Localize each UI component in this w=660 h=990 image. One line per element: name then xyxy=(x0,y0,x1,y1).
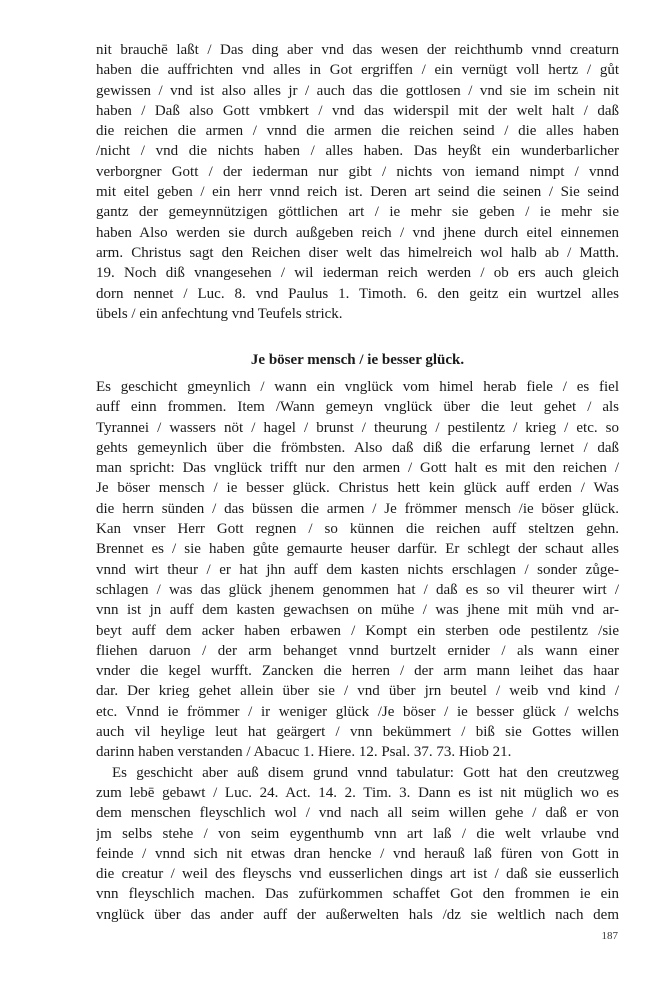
text-line: dem menschen fleyschlich wol / vnd nach all seim willen gehe / daß er von xyxy=(96,805,619,822)
text-line: haben die auffrichten vnd alles in Got ergriffen / ein vernügt voll hertz / gůt xyxy=(96,62,619,79)
text-line: die reichen die armen / vnnd die armen die reichen seind / die alles haben xyxy=(96,123,619,140)
text-line: jm selbs stehe / von seim eygenthumb vnn art laß / die welt vrlaube vnd xyxy=(96,825,619,842)
page-number: 187 xyxy=(601,930,618,942)
text-line: haben / Daß also Gott vmbkert / vnd das widerspil mit der welt halt / daß xyxy=(96,102,619,119)
text-line: übels / ein anfechtung vnd Teufels strick. xyxy=(96,305,343,322)
text-line: haben Also werden sie durch außgeben reich / vnd jhene durch eitel einnemen xyxy=(96,224,619,241)
text-line: auch vil heylige leut hat geärgert / vnn bekümmert / biß sie Gottes willen xyxy=(96,724,619,741)
paragraph-misfortune xyxy=(96,377,619,925)
text-line: die herrn sünden / das büssen die armen / Je frömmer mensch /ie böser glück. xyxy=(96,500,619,517)
text-line: Brennet es / sie haben gůte gemaurte heuser darfür. Er schlegt der schaut alles xyxy=(96,541,619,558)
text-line: dar. Der krieg gehet allein über sie / vnd über jrn beutel / weib vnd kind / xyxy=(96,683,619,700)
text-line: vnglück über das ander auff der außerwelten hals /dz sie weltlich nach dem xyxy=(96,906,619,923)
text-line: verborgner Gott / der iederman nur gibt / nichts von iemand nimpt / vnnd xyxy=(96,163,619,180)
text-line: 19. Noch diß vnangesehen / wil iederman reich werden / ob ers auch gleich xyxy=(96,265,619,282)
text-line: mit eitel geben / ein herr vnnd reich ist. Deren art seind die seinen / Sie seind xyxy=(96,184,619,201)
text-line: schlagen / was das glück jhenem genommen hat / daß es so vil theurer wirt / xyxy=(96,581,619,598)
section-heading: Je böser mensch / ie besser glück. xyxy=(250,352,465,368)
text-line: Kan vnser Herr Gott regnen / so künnen die reichen auff steltzen gehn. xyxy=(96,521,619,538)
text-line: vnn ist jn auff dem kasten gewachsen on mühe / was jhene mit müh vnd ar- xyxy=(96,602,619,619)
text-line: zum lebē gebawt / Luc. 24. Act. 14. 2. Tim. 3. Dann es ist nit müglich wo es xyxy=(96,784,619,801)
text-line: beyt auff dem acker haben erbawen / Kompt ein sterben ode pestilentz /sie xyxy=(96,622,619,639)
paragraph-riches xyxy=(96,40,619,324)
text-line: gantz der gemeynnützigen göttlichen art / ie mehr sie geben / ie mehr sie xyxy=(96,204,619,221)
text-line: Es geschicht aber auß disem grund vnnd tabulatur: Gott hat den creutzweg xyxy=(112,764,619,781)
text-line: die creatur / weil des fleyschs vnd eusserlichen dings art ist / daß sie eusserlich xyxy=(96,866,619,883)
text-line: man spricht: Das vnglück trifft nur den armen / Gott halt es mit den reichen / xyxy=(96,460,619,477)
text-line: vnnd wirt theur / er hat jhn auff dem kasten nichts erschlagen / sonder zůge- xyxy=(96,561,619,578)
text-line: Je böser mensch / ie besser glück. Christus hett kein glück auff erden / Was xyxy=(96,480,619,497)
text-line: feinde / vnnd sich nit etwas dran hencke / vnd herauß laß füren von Gott in xyxy=(96,845,619,862)
text-line: arm. Christus sagt den Reichen diser welt das himelreich wol halb ab / Matth. xyxy=(96,244,619,261)
text-line: etc. Vnnd ie frömmer / ir weniger glück /Je böser / ie besser glück / welchs xyxy=(96,703,619,720)
text-line: auff einn frommen. Item /Wann gemeyn vnglück über die leut gehet / als xyxy=(96,399,619,416)
text-line: vnder die kegel wurfft. Zancken die herren / der arm mann leihet das haar xyxy=(96,663,619,680)
text-line: fliehen daruon / der arm behanget vnnd burtzelt ernider / als wann einer xyxy=(96,642,619,659)
text-line: gehts gemeynlich über die frömbsten. Also daß diß die erfarung lernet / daß xyxy=(96,439,619,456)
text-line: /nicht / vnd die nichts haben / alles haben. Das heyßt ein wunderbarlicher xyxy=(96,143,619,160)
text-line: nit brauchē laßt / Das ding aber vnd das wesen der reichthumb vnnd creaturn xyxy=(96,42,619,58)
text-line: darinn haben verstanden / Abacuc 1. Hiere. 12. Psal. 37. 73. Hiob 21. xyxy=(96,744,512,761)
text-line: Es geschicht gmeynlich / wann ein vnglück vom himel herab fiele / es fiel xyxy=(96,379,619,395)
text-line: dorn nennet / Luc. 8. vnd Paulus 1. Timoth. 6. den geitz ein wurtzel alles xyxy=(96,285,619,302)
text-line: Tyrannei / wassers nöt / hagel / brunst / theurung / pestilentz / krieg / etc. so xyxy=(96,419,619,436)
text-line: gewissen / vnd ist also alles jr / auch das die gottlosen / vnd sie im schein nit xyxy=(96,82,619,99)
text-line: vnn fleyschlich machen. Das zufürkommen schaffet Got den frommen ie ein xyxy=(96,886,619,903)
